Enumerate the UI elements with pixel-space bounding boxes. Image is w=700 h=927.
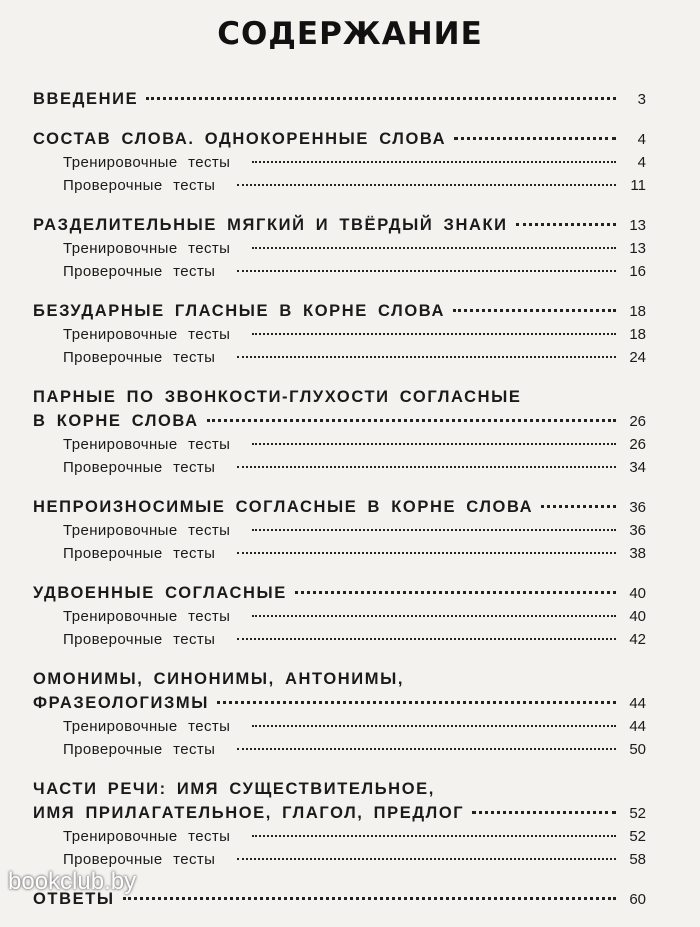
leader-dots [217, 701, 616, 704]
toc-subentry-text: Проверочные тесты [63, 459, 216, 476]
toc-heading-line[interactable] [33, 777, 646, 801]
toc-section [33, 495, 646, 565]
toc-subentry-text: Проверочные тесты [63, 851, 216, 868]
toc-section [33, 299, 646, 369]
page-number: 26 [629, 436, 646, 453]
leader-dots [237, 748, 616, 750]
toc-section [33, 385, 646, 479]
leader-dots [237, 270, 616, 272]
toc-subentry[interactable] [33, 628, 646, 651]
leader-dots [207, 419, 616, 422]
toc-subentry[interactable] [33, 346, 646, 369]
toc-subentry-text: Тренировочные тесты [63, 718, 231, 735]
leader-dots [295, 591, 616, 594]
toc-subentry-text: Тренировочные тесты [63, 154, 231, 171]
page-number: 36 [629, 522, 646, 539]
page-number: 34 [629, 459, 646, 476]
toc-subentry[interactable] [33, 542, 646, 565]
page-number: 18 [629, 303, 646, 320]
page-number: 13 [629, 240, 646, 257]
toc-heading-line[interactable] [33, 409, 646, 433]
toc-heading-text: ОМОНИМЫ, СИНОНИМЫ, АНТОНИМЫ, [33, 670, 405, 688]
toc-heading-text: ЧАСТИ РЕЧИ: ИМЯ СУЩЕСТВИТЕЛЬНОЕ, [33, 780, 435, 798]
leader-dots [453, 309, 616, 312]
toc-heading-line[interactable] [33, 495, 646, 519]
toc-heading-text: В КОРНЕ СЛОВА [33, 412, 199, 430]
page-number: 16 [629, 263, 646, 280]
toc-heading-line[interactable] [33, 691, 646, 715]
toc-subentry-text: Проверочные тесты [63, 631, 216, 648]
page-title: СОДЕРЖАНИЕ [217, 16, 483, 52]
toc-subentry-text: Проверочные тесты [63, 349, 216, 366]
page-number: 52 [629, 828, 646, 845]
page-number: 42 [629, 631, 646, 648]
toc-heading-line[interactable] [33, 127, 646, 151]
toc-heading-text: ИМЯ ПРИЛАГАТЕЛЬНОЕ, ГЛАГОЛ, ПРЕДЛОГ [33, 804, 465, 822]
toc-heading-text: ОТВЕТЫ [33, 890, 115, 908]
page-number: 38 [629, 545, 646, 562]
toc-heading-line[interactable] [33, 385, 646, 409]
toc-heading-line[interactable] [33, 801, 646, 825]
toc-heading-line[interactable] [33, 87, 646, 111]
toc-heading-text: ПАРНЫЕ ПО ЗВОНКОСТИ-ГЛУХОСТИ СОГЛАСНЫЕ [33, 388, 522, 406]
table-of-contents [33, 87, 646, 927]
toc-subentry-text: Тренировочные тесты [63, 240, 231, 257]
page-number: 11 [630, 177, 646, 194]
toc-section [33, 87, 646, 111]
toc-subentry[interactable] [33, 151, 646, 174]
page-number: 18 [629, 326, 646, 343]
page-number: 40 [629, 585, 646, 602]
leader-dots [237, 858, 616, 860]
toc-subentry-text: Проверочные тесты [63, 263, 216, 280]
leader-dots [454, 137, 616, 140]
leader-dots [252, 247, 616, 249]
leader-dots [472, 811, 616, 814]
toc-heading-line[interactable] [33, 581, 646, 605]
toc-subentry[interactable] [33, 237, 646, 260]
toc-heading-text: НЕПРОИЗНОСИМЫЕ СОГЛАСНЫЕ В КОРНЕ СЛОВА [33, 498, 534, 516]
toc-heading-line[interactable] [33, 213, 646, 237]
toc-heading-text: БЕЗУДАРНЫЕ ГЛАСНЫЕ В КОРНЕ СЛОВА [33, 302, 445, 320]
page-number: 3 [637, 91, 646, 108]
leader-dots [237, 638, 616, 640]
leader-dots [252, 529, 616, 531]
toc-section [33, 581, 646, 651]
leader-dots [252, 725, 616, 727]
toc-section [33, 213, 646, 283]
toc-subentry[interactable] [33, 260, 646, 283]
toc-heading-text: УДВОЕННЫЕ СОГЛАСНЫЕ [33, 584, 287, 602]
leader-dots [237, 552, 616, 554]
page-number: 60 [629, 891, 646, 908]
page-number: 52 [629, 805, 646, 822]
toc-subentry-text: Проверочные тесты [63, 177, 216, 194]
page-number: 44 [629, 718, 646, 735]
toc-heading-text: ФРАЗЕОЛОГИЗМЫ [33, 694, 209, 712]
toc-section [33, 667, 646, 761]
toc-section [33, 127, 646, 197]
toc-subentry-text: Проверочные тесты [63, 545, 216, 562]
toc-subentry[interactable] [33, 456, 646, 479]
toc-subentry[interactable] [33, 174, 646, 197]
leader-dots [252, 835, 616, 837]
page-number: 40 [629, 608, 646, 625]
page-number: 50 [629, 741, 646, 758]
page-number: 4 [637, 154, 646, 171]
toc-subentry[interactable] [33, 738, 646, 761]
toc-subentry[interactable] [33, 519, 646, 542]
leader-dots [252, 615, 616, 617]
toc-subentry-text: Тренировочные тесты [63, 436, 231, 453]
leader-dots [252, 161, 616, 163]
toc-section [33, 777, 646, 871]
leader-dots [123, 897, 616, 900]
leader-dots [516, 223, 616, 226]
toc-heading-line[interactable] [33, 299, 646, 323]
leader-dots [237, 466, 616, 468]
leader-dots [252, 333, 616, 335]
toc-subentry-text: Тренировочные тесты [63, 608, 231, 625]
toc-subentry-text: Тренировочные тесты [63, 326, 231, 343]
page-number: 13 [629, 217, 646, 234]
toc-subentry[interactable] [33, 715, 646, 738]
page-number: 26 [629, 413, 646, 430]
page-number: 24 [629, 349, 646, 366]
toc-subentry[interactable] [33, 825, 646, 848]
leader-dots [252, 443, 616, 445]
toc-subentry[interactable] [33, 605, 646, 628]
watermark: bookclub.by [8, 868, 137, 895]
page-number: 36 [629, 499, 646, 516]
toc-subentry[interactable] [33, 323, 646, 346]
toc-subentry-text: Проверочные тесты [63, 741, 216, 758]
toc-heading-text: СОСТАВ СЛОВА. ОДНОКОРЕННЫЕ СЛОВА [33, 130, 447, 148]
page-number: 44 [629, 695, 646, 712]
leader-dots [237, 356, 616, 358]
toc-subentry[interactable] [33, 433, 646, 456]
toc-subentry-text: Тренировочные тесты [63, 828, 231, 845]
leader-dots [541, 505, 616, 508]
page-number: 58 [629, 851, 646, 868]
toc-subentry-text: Тренировочные тесты [63, 522, 231, 539]
toc-heading-text: ВВЕДЕНИЕ [33, 90, 139, 108]
page-number: 4 [637, 131, 646, 148]
toc-heading-line[interactable] [33, 667, 646, 691]
leader-dots [146, 97, 616, 100]
toc-heading-text: РАЗДЕЛИТЕЛЬНЫЕ МЯГКИЙ И ТВЁРДЫЙ ЗНАКИ [33, 216, 508, 234]
leader-dots [237, 184, 616, 186]
